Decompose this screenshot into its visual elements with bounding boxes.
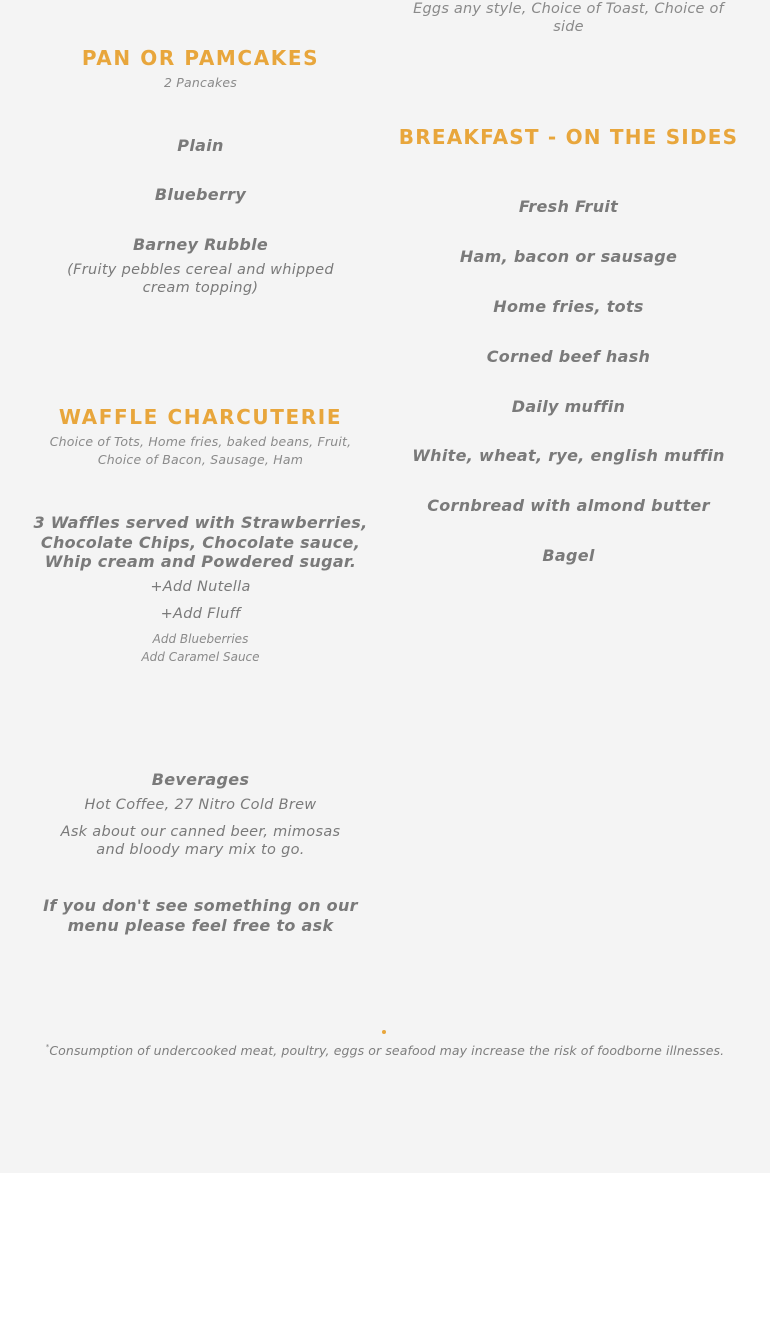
pancakes-heading: PAN OR PAMCAKES — [81, 46, 320, 70]
side-item: Bagel — [542, 546, 595, 565]
barney-rubble-note: (Fruity pebbles cereal and whipped cream topping) — [67, 262, 334, 296]
side-item: Home fries, tots — [493, 297, 644, 316]
pancake-item-blueberry: Blueberry — [154, 185, 247, 204]
side-item: Ham, bacon or sausage — [459, 247, 678, 266]
waffle-main-item: 3 Waffles served with Strawberries, Chocolate Chips, Chocolate sauce, Whip cream and Powdered sugar. — [33, 513, 368, 571]
pancake-item-barney-rubble: Barney Rubble — [132, 235, 269, 254]
side-item: Cornbread with almond butter — [427, 496, 710, 515]
side-item: Corned beef hash — [486, 347, 651, 366]
disclaimer-marker: * — [45, 1043, 50, 1051]
sides-heading: BREAKFAST - ON THE SIDES — [398, 125, 739, 149]
waffle-subtitle: Choice of Tots, Home fries, baked beans, Fruit, Choice of Bacon, Sausage, Ham — [49, 434, 352, 467]
side-item: Daily muffin — [511, 397, 626, 416]
beverages-line1: Hot Coffee, 27 Nitro Cold Brew — [84, 797, 317, 813]
accent-dot — [382, 1030, 386, 1034]
waffle-add-nutella: +Add Nutella — [150, 579, 251, 595]
waffle-add-caramel: Add Caramel Sauce — [141, 650, 260, 664]
disclaimer-text: Consumption of undercooked meat, poultry, eggs or seafood may increase the risk of foodborne illnesses. — [49, 1043, 725, 1058]
pancakes-subtitle: 2 Pancakes — [163, 75, 238, 90]
waffle-heading: WAFFLE CHARCUTERIE — [58, 405, 343, 429]
side-item: Fresh Fruit — [518, 197, 619, 216]
side-item: White, wheat, rye, english muffin — [412, 446, 725, 465]
top-right-note: Eggs any style, Choice of Toast, Choice of side — [413, 1, 724, 35]
waffle-add-blueberries: Add Blueberries — [152, 632, 249, 646]
foodborne-disclaimer — [40, 1043, 730, 1058]
beverages-line2: Ask about our canned beer, mimosas and bloody mary mix to go. — [60, 824, 341, 858]
beverages-heading: Beverages — [151, 770, 250, 789]
pancake-item-plain: Plain — [177, 136, 224, 155]
waffle-add-fluff: +Add Fluff — [160, 606, 241, 622]
ask-note: If you don't see something on our menu please feel free to ask — [43, 896, 358, 935]
